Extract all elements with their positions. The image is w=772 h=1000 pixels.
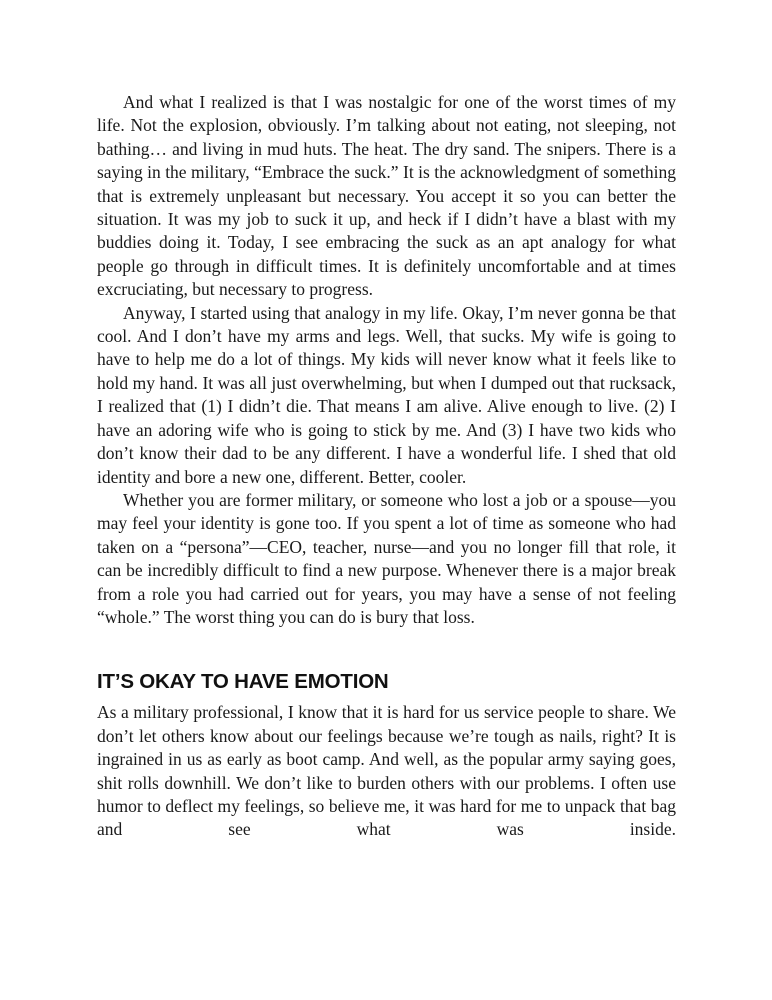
body-paragraph-2: Anyway, I started using that analogy in my life. Okay, I’m never gonna be that cool. And I don’t have my arms and legs. Well, that sucks. My wife is going to have to help me do a lot of things. My kids will never know what it feels like to hold my hand. It was all just overwhelming, but when I dumped out that rucksack, I realized that (1) I didn’t die. That means I am alive. Alive enough to live. (2) I have an adoring wife who is going to stick by me. And (3) I have two kids who don’t know their dad to be any different. I have a wonderful life. I shed that old identity and bore a new one, different. Better, cooler. <box>97 302 676 487</box>
body-paragraph-3: Whether you are former military, or someone who lost a job or a spouse—you may feel your identity is gone too. If you spent a lot of time as someone who had taken on a “persona”—CEO, teacher, nurse—and you no longer fill that role, it can be incredibly difficult to find a new purpose. Whenever there is a major break from a role you had carried out for years, you may have a sense of not feeling “whole.” The worst thing you can do is bury that loss. <box>97 489 676 627</box>
book-page <box>97 91 676 842</box>
body-paragraph-1: And what I realized is that I was nostalgic for one of the worst times of my life. Not the explosion, obviously. I’m talking about not eating, not sleeping, not bathing… and living in mud huts. The heat. The dry sand. The snipers. There is a saying in the military, “Embrace the suck.” It is the acknowledgment of something that is extremely unpleasant but necessary. You accept it so you can better the situation. It was my job to suck it up, and heck if I didn’t have a blast with my buddies doing it. Today, I see embracing the suck as an apt analogy for what people go through in difficult times. It is definitely uncomfortable and at times excruciating, but necessary to progress. <box>97 92 676 300</box>
body-paragraph-4: As a military professional, I know that it is hard for us service people to share. We don’t let others know about our feelings because we’re tough as nails, right? It is ingrained in us as early as boot camp. And well, as the popular army saying goes, shit rolls downhill. We don’t like to burden others with our problems. I often use humor to deflect my feelings, so believe me, it was hard for me to unpack that bag and see what was inside. <box>97 702 676 840</box>
section-heading: IT’S OKAY TO HAVE EMOTION <box>97 670 389 694</box>
